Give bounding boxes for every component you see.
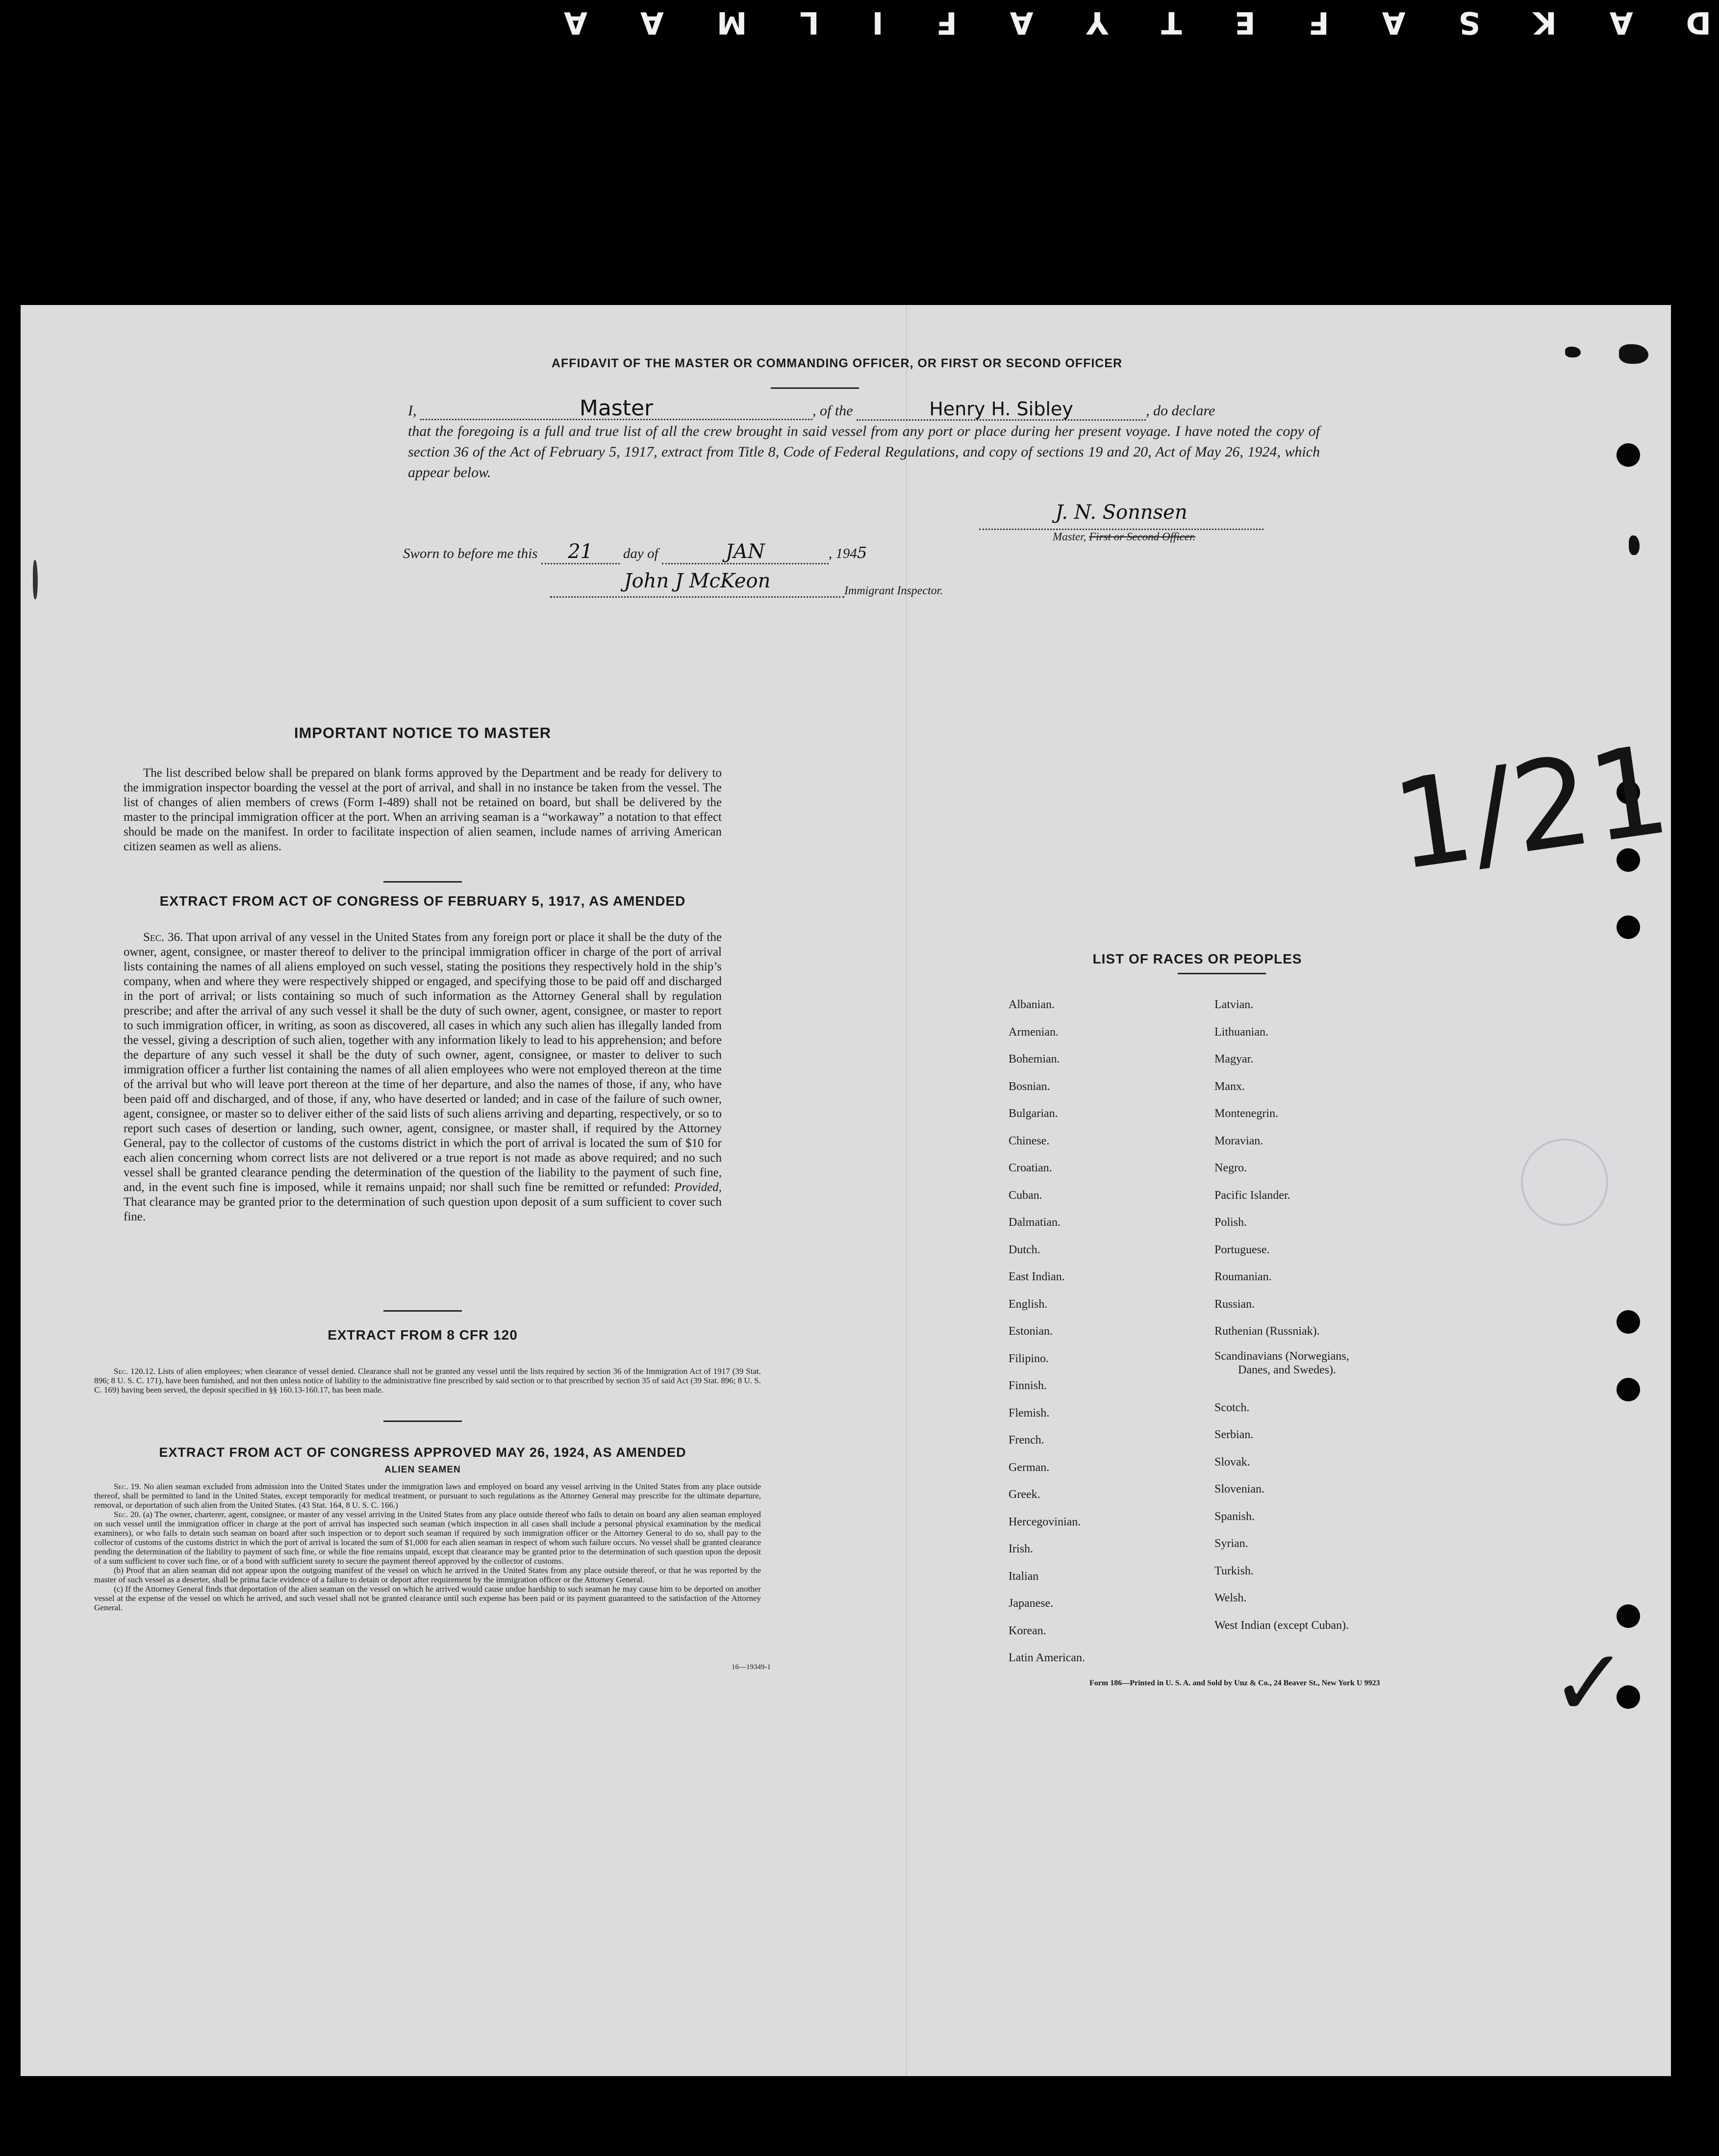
sec20b-body: (b) Proof that an alien seaman did not appear upon the outgoing manifest of the vessel on which he arrived in the United States from any place outside thereof, or that he was reported by the master of such vessel as a deserter, shall be prima facie evidence of a failure to detain or deport after requirement by the immigration officer or the Attorney General. — [94, 1566, 761, 1584]
sec19-label: Sec. 19. — [114, 1482, 141, 1491]
master-caption-prefix: Master, — [1053, 531, 1087, 543]
cfr-sec-label: Sec. 120.12. — [114, 1367, 155, 1376]
race-item: Cuban. — [1009, 1189, 1042, 1202]
proviso-label: Provided, — [674, 1181, 722, 1194]
master-caption — [1053, 531, 1195, 543]
master-signature: J. N. Sonnsen — [979, 501, 1264, 530]
notice-title: IMPORTANT NOTICE TO MASTER — [294, 724, 552, 741]
race-item: East Indian. — [1009, 1270, 1065, 1283]
ink-smudge — [1629, 535, 1640, 555]
ink-smudge — [1619, 344, 1648, 364]
cfr-body: Lists of alien employees; when clearance of vessel denied. Clearance shall not be granted any vessel until the lists required by section 36 of the Immigration Act of 1917 (39 Stat. 896; 8 U. S. C. 171), have been furnished, and not then unless notice of liability to the administrative fine prescribed by said section or to that prescribed by section 35 of said Act (39 Stat. 896; 8 U. S. C. 169) having been served, the deposit specified in §§ 160.13-160.17, has been made. — [94, 1367, 761, 1395]
ink-smudge — [1565, 347, 1581, 357]
race-item: Lithuanian. — [1214, 1025, 1268, 1039]
rank-field: Master — [420, 398, 812, 420]
affidavit-declaration — [408, 398, 1320, 483]
sworn-day-field: 21 — [541, 540, 620, 564]
film-edge-char: D — [1686, 5, 1711, 41]
act1917-title: EXTRACT FROM ACT OF CONGRESS OF FEBRUARY 5, 1917, AS AMENDED — [159, 893, 686, 909]
film-edge-char: S — [1458, 5, 1481, 41]
act1924-text — [94, 1482, 761, 1612]
race-item: Pacific Islander. — [1214, 1189, 1290, 1202]
film-edge-char: F — [936, 5, 957, 41]
cfr-text — [94, 1367, 761, 1395]
form-footer: Form 186—Printed in U. S. A. and Sold by Unz & Co., 24 Beaver St., New York U 9923 — [1089, 1679, 1380, 1687]
punch-hole — [1617, 1604, 1640, 1628]
film-edge-char: T — [1161, 5, 1182, 41]
film-edge-char: A — [1010, 5, 1034, 41]
race-item: Polish. — [1214, 1216, 1247, 1229]
race-item: Italian — [1009, 1570, 1039, 1583]
edge-mark — [33, 560, 38, 599]
film-edge-char: A — [640, 5, 664, 41]
vessel-field: Henry H. Sibley — [857, 399, 1146, 421]
race-item: Chinese. — [1009, 1134, 1050, 1147]
divider — [383, 1310, 462, 1312]
race-item: Russian. — [1214, 1297, 1255, 1311]
film-edge-char: E — [1235, 5, 1256, 41]
film-edge-char: F — [1308, 5, 1329, 41]
act1924-title: EXTRACT FROM ACT OF CONGRESS APPROVED MAY 26, 1924, AS AMENDED — [159, 1445, 686, 1460]
act1917-text — [124, 930, 722, 1224]
sec36-body: That upon arrival of any vessel in the United States from any foreign port or place it shall be the duty of the owner, agent, consignee, or master thereof to deliver to the principal immigration officer in charge of the port of arrival lists containing the names of all aliens employed on such vessel, stating the positions they respectively hold in the ship’s company, when and where they were respectively shipped or engaged, and specifying those to be paid off and discharged in the port of arrival; or lists containing so much of such information as the Attorney General shall by regulation prescribe; and after the arrival of any such vessel it shall be the duty of such owner, agent, consignee, or master to report to such immigration officer, in writing, as soon as discovered, all cases in which any such alien has illegally landed from the vessel, giving a description of such alien, together with any information likely to lead to his apprehension; and before the departure of any such vessel it shall be the duty of such owner, agent, consignee, or master to deliver to such immigration officer a further list containing the names of all alien employees who were not employed thereon at the time of the arrival but who will leave port thereon at the time of her departure, and also the names of those, if any, who have been paid off and discharged, and of those, if any, who have deserted or landed; and in case of the failure of such owner, agent, consignee, or master so to deliver either of the said lists of such aliens arriving and departing, respectively, or so to report such cases of desertion or landing, such owner, agent, consignee, or master shall, if required by the Attorney General, pay to the collector of customs of the customs district in which the port of arrival is located the sum of $10 for each alien concerning whom correct lists are not delivered or a true report is not made as above required; and no such vessel shall be granted clearance pending the determination of the question of the liability to the payment of such fine, and, in the event such fine is imposed, while it remains unpaid; nor shall such fine be remitted or refunded: — [124, 931, 722, 1194]
sworn-label: Sworn to before me this — [403, 546, 538, 561]
race-item: Armenian. — [1009, 1025, 1059, 1039]
inspector-caption: Immigrant Inspector. — [844, 584, 943, 597]
document-page — [21, 305, 1677, 2076]
race-item: Manx. — [1214, 1080, 1245, 1093]
race-item: Filipino. — [1009, 1352, 1049, 1365]
punch-hole — [1617, 915, 1640, 939]
of-the-label: , of the — [812, 403, 853, 419]
do-declare-label: , do declare — [1146, 403, 1215, 419]
race-item: Dutch. — [1009, 1243, 1040, 1256]
sec20-label: Sec. 20. — [114, 1510, 141, 1519]
race-item: Scandinavians (Norwegians, — [1214, 1349, 1349, 1363]
act1924-subtitle: ALIEN SEAMEN — [384, 1465, 461, 1475]
race-item: Negro. — [1214, 1162, 1247, 1174]
race-item: Slovak. — [1214, 1455, 1250, 1469]
race-item: Slovenian. — [1214, 1483, 1264, 1496]
day-of-label: day of — [623, 546, 658, 561]
races-left-column — [1009, 991, 1085, 1672]
race-item: Serbian. — [1214, 1428, 1254, 1441]
divider — [383, 881, 462, 883]
race-item: Ruthenian (Russniak). — [1214, 1325, 1320, 1338]
declaration-text: that the foregoing is a full and true list of all the crew brought in said vessel from any port or place during her present voyage. I have noted the copy of section 36 of the Act of February 5, 1917, extract from Title 8, Code of Federal Regulations, and copy of sections 19 and 20, Act of May 26, 1924, which appear below. — [408, 423, 1320, 481]
race-item-continued: Danes, and Swedes). — [1238, 1363, 1336, 1376]
race-item: West Indian (except Cuban). — [1214, 1619, 1349, 1632]
affidavit-title: AFFIDAVIT OF THE MASTER OR COMMANDING OFFICER, OR FIRST OR SECOND OFFICER — [551, 356, 1123, 370]
race-item: Greek. — [1009, 1488, 1040, 1501]
punch-hole — [1617, 443, 1640, 467]
film-edge-char: Y — [1086, 5, 1109, 41]
race-item: Bohemian. — [1009, 1053, 1060, 1065]
race-item: Hercegovinian. — [1009, 1515, 1081, 1528]
race-item: Scotch. — [1214, 1401, 1250, 1414]
race-item: English. — [1009, 1297, 1048, 1311]
struck-officer-text: First or Second Officer. — [1089, 531, 1196, 543]
race-item: Moravian. — [1214, 1134, 1264, 1147]
year-label: , 194 — [828, 546, 857, 561]
fold-line — [906, 305, 907, 2076]
race-item: Croatian. — [1009, 1162, 1052, 1174]
race-item: Spanish. — [1214, 1510, 1255, 1523]
punch-hole — [1617, 1310, 1640, 1334]
race-item: Estonian. — [1009, 1325, 1053, 1338]
i-label: I, — [408, 403, 417, 419]
race-item: Bulgarian. — [1009, 1107, 1058, 1120]
race-item: French. — [1009, 1434, 1044, 1446]
race-item: Montenegrin. — [1214, 1107, 1278, 1120]
sec20a-body: (a) The owner, charterer, agent, consignee, or master of any vessel arriving in the United States from any place outside thereof who fails to detain on board any alien seaman employed on such vessel until the immigration officer in charge at the port of arrival has inspected such seaman (which inspection in all cases shall include a personal physical examination by the medical examiners), or who fails to detain such seaman on board after such inspection or to deport such seaman if required by such immigration officer or the Attorney General to do so, shall pay to the collector of customs of the customs district in which the port of arrival is located the sum of $1,000 for each alien seaman in respect of whom such failure occurs. No vessel shall be granted clearance pending the determination of the liability to payment of such fine, or while the fine remains unpaid, except that clearance may be granted prior to the determination of such question upon the deposit of a sum sufficient to cover such fine, or of a bond with sufficient surety to secure the payment thereof approved by the collector of customs. — [94, 1510, 761, 1566]
form-number: 16—19349-1 — [732, 1663, 771, 1671]
races-right-column — [1214, 991, 1349, 1639]
film-edge-char: A — [564, 5, 588, 41]
notice-text: The list described below shall be prepared on blank forms approved by the Department and be ready for delivery to the immigration inspector boarding the vessel at the port of arrival, and shall in no instance be taken from the vessel. The list of changes of alien members of crews (Form I-489) shall not be retained on board, but shall be delivered by the master to the principal immigration officer at the port. When an arriving seaman is a “workaway” a notation to that effect should be made on the manifest. In order to facilitate inspection of alien seamen, include names of arriving American citizen seamen as well as aliens. — [124, 766, 722, 853]
cfr-title: EXTRACT FROM 8 CFR 120 — [328, 1327, 518, 1343]
race-item: Latvian. — [1214, 998, 1254, 1011]
races-title: LIST OF RACES OR PEOPLES — [1092, 951, 1302, 966]
film-edge-char: A — [1382, 5, 1406, 41]
divider — [1178, 973, 1266, 974]
proviso-text: That clearance may be granted prior to the determination of such question upon deposit of a sum sufficient to cover such fine. — [124, 1195, 722, 1223]
race-item: Irish. — [1009, 1543, 1033, 1555]
race-item: Albanian. — [1009, 998, 1055, 1011]
punch-hole — [1617, 1378, 1640, 1401]
sec36-label: Sec. 36. — [143, 931, 183, 944]
race-item: Japanese. — [1009, 1597, 1054, 1610]
film-edge-char: I — [872, 5, 884, 41]
race-item: Welsh. — [1214, 1592, 1247, 1604]
race-item: Roumanian. — [1214, 1270, 1272, 1283]
race-item: Turkish. — [1214, 1564, 1254, 1577]
sworn-month-field: JAN — [662, 540, 829, 564]
race-item: Magyar. — [1214, 1053, 1254, 1065]
race-item: Portuguese. — [1214, 1243, 1270, 1256]
race-item: German. — [1009, 1461, 1050, 1474]
race-item: Syrian. — [1214, 1537, 1248, 1550]
divider — [771, 387, 859, 389]
sworn-line — [403, 540, 867, 564]
race-item: Flemish. — [1009, 1406, 1050, 1420]
film-edge-char: L — [800, 5, 819, 41]
film-edge-char: K — [1533, 5, 1557, 41]
film-edge-char: A — [1609, 5, 1633, 41]
sec19-body: No alien seaman excluded from admission into the United States under the immigration laws and employed on board any vessel arriving in the United States from any place outside thereof, shall be permitted to land in the United States, except temporarily for medical treatment, or pursuant to such regulations as the Attorney General may prescribe for the ultimate departure, removal, or deportation of such alien from the United States. (43 Stat. 164, 8 U. S. C. 166.) — [94, 1482, 761, 1510]
race-item: Bosnian. — [1009, 1080, 1050, 1093]
race-item: Korean. — [1009, 1624, 1046, 1637]
faint-stamp — [1521, 1139, 1608, 1226]
inspector-signature: John J McKeon — [550, 570, 844, 598]
sec20c-body: (c) If the Attorney General finds that deportation of the alien seaman on the vessel on which he arrived would cause undue hardship to such seaman he may cause him to be deported on another vessel at the expense of the vessel on which he arrived, and such vessel shall not be granted clearance until such expense has been paid or its payment guaranteed to the satisfaction of the Attorney General. — [94, 1584, 761, 1612]
race-item: Dalmatian. — [1009, 1216, 1061, 1229]
film-strip — [0, 0, 1719, 304]
pencil-fraction: 1/21 — [1385, 718, 1677, 898]
pencil-check: ✓ — [1550, 1629, 1629, 1737]
film-edge-char: M — [716, 5, 747, 41]
film-edge-lettering — [564, 6, 1711, 40]
year-digit: 5 — [857, 543, 867, 562]
race-item: Latin American. — [1009, 1651, 1085, 1664]
race-item: Finnish. — [1009, 1379, 1047, 1392]
divider — [383, 1420, 462, 1422]
